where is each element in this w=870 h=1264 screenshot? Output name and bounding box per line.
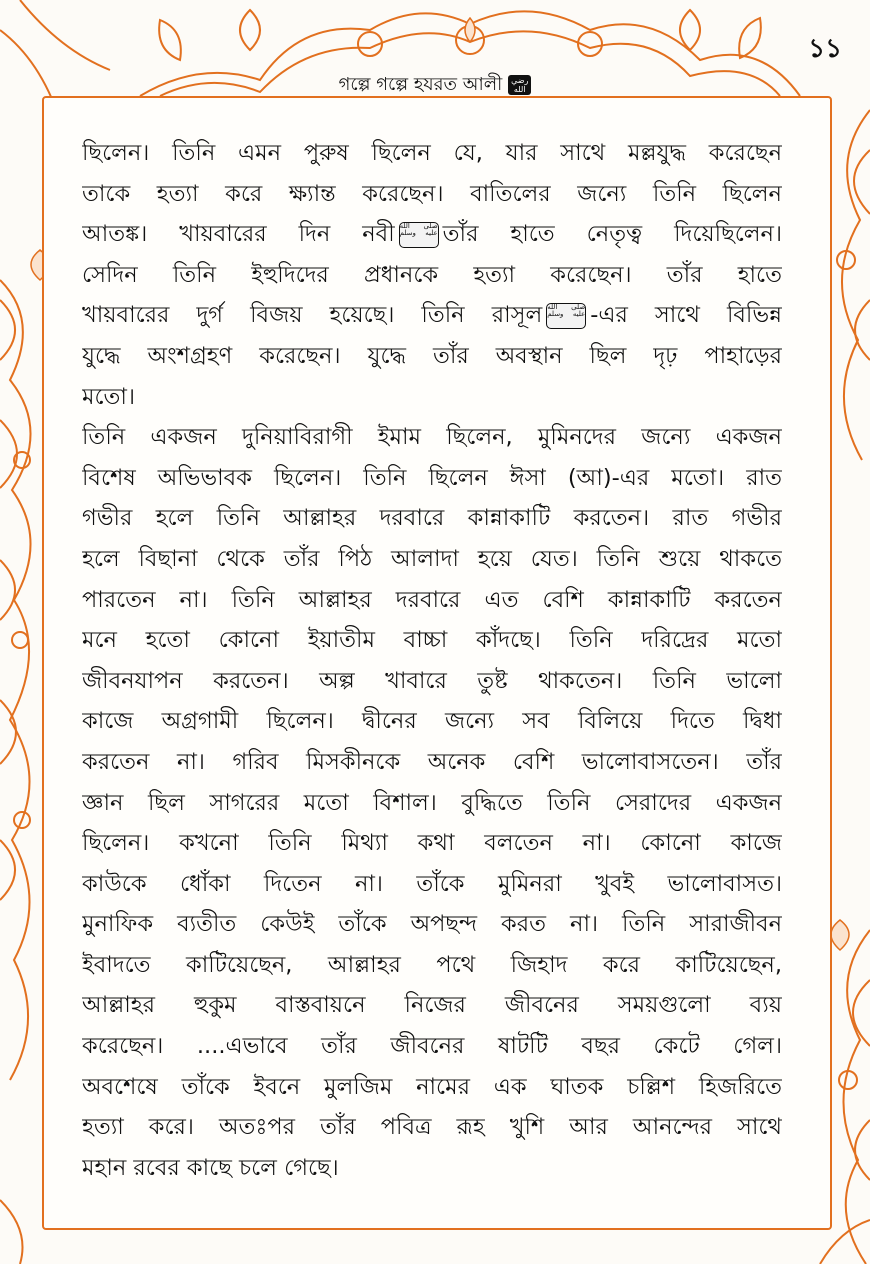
- text-line: সেদিন তিনি ইহুদিদের প্রধানকে হত্যা করেছেন। তাঁর হাতে: [82, 261, 782, 288]
- page-number: ১১: [808, 34, 842, 64]
- paragraph-1: [82, 133, 782, 417]
- text-line: মহান রবের কাছে চলে গেছে।: [82, 1154, 339, 1181]
- salawat-calligraphy-mark: صلى الله عليه وسلم: [546, 303, 586, 329]
- text-line: জীবনযাপন করতেন। অল্প খাবারে তুষ্ট থাকতেন। তিনি ভালো: [82, 667, 782, 694]
- text-line: আতঙ্ক। খায়বারের দিন নবী صلى الله عليه وسلم তাঁর হাতে নেতৃত্ব দিয়েছিলেন।: [82, 221, 782, 248]
- text-line: হলে বিছানা থেকে তাঁর পিঠ আলাদা হয়ে যেত। তিনি শুয়ে থাকতে: [82, 545, 782, 572]
- text-line: জ্ঞান ছিল সাগরের মতো বিশাল। বুদ্ধিতে তিনি সেরাদের একজন: [82, 789, 782, 816]
- text-line: অবশেষে তাঁকে ইবনে মুলজিম নামের এক ঘাতক চল্লিশ হিজরিতে: [82, 1073, 782, 1100]
- text-line: ছিলেন। কখনো তিনি মিথ্যা কথা বলতেন না। কোনো কাজে: [82, 830, 782, 857]
- salawat-calligraphy-mark: صلى الله عليه وسلم: [399, 222, 439, 248]
- text-line: মনে হতো কোনো ইয়াতীম বাচ্চা কাঁদছে। তিনি দরিদ্রের মতো: [82, 627, 782, 654]
- text-line: পারতেন না। তিনি আল্লাহর দরবারে এত বেশি কান্নাকাটি করতেন: [82, 586, 782, 613]
- text-line: ইবাদতে কাটিয়েছেন, আল্লাহর পথে জিহাদ করে কাটিয়েছেন,: [82, 951, 782, 978]
- text-line: তাকে হত্যা করে ক্ষ্যান্ত করেছেন। বাতিলের জন্যে তিনি ছিলেন: [82, 180, 782, 207]
- text-line: কাজে অগ্রগামী ছিলেন। দ্বীনের জন্যে সব বিলিয়ে দিতে দ্বিধা: [82, 708, 782, 735]
- text-line: মতো।: [82, 383, 135, 410]
- text-line: মুনাফিক ব্যতীত কেউই তাঁকে অপছন্দ করত না। তিনি সারাজীবন: [82, 911, 782, 938]
- text-line: কাউকে ধোঁকা দিতেন না। তাঁকে মুমিনরা খুবই ভালোবাসত।: [82, 870, 782, 897]
- running-header-title: গল্পে গল্পে হযরত আলী: [338, 74, 503, 95]
- text-line: করেছেন। ....এভাবে তাঁর জীবনের ষাটটি বছর কেটে গেল।: [82, 1033, 782, 1060]
- text-line: আল্লাহর হুকুম বাস্তবায়নে নিজের জীবনের সময়গুলো ব্যয়: [82, 992, 782, 1019]
- running-header: [0, 70, 870, 101]
- text-line: খায়বারের দুর্গ বিজয় হয়েছে। তিনি রাসূল صلى الله عليه وسلم -এর সাথে বিভিন্ন: [82, 302, 782, 329]
- paragraph-2: [82, 417, 782, 1188]
- text-line: যুদ্ধে অংশগ্রহণ করেছেন। যুদ্ধে তাঁর অবস্থান ছিল দৃঢ় পাহাড়ের: [82, 342, 782, 369]
- text-line: বিশেষ অভিভাবক ছিলেন। তিনি ছিলেন ঈসা (আ)-এর মতো। রাত: [82, 464, 782, 491]
- text-line: তিনি একজন দুনিয়াবিরাগী ইমাম ছিলেন, মুমিনদের জন্যে একজন: [82, 424, 782, 451]
- body-text: [82, 133, 782, 1188]
- honorific-calligraphy-mark: رضي الله: [508, 75, 531, 95]
- text-line: গভীর হলে তিনি আল্লাহর দরবারে কান্নাকাটি করতেন। রাত গভীর: [82, 505, 782, 532]
- text-line: করতেন না। গরিব মিসকীনকে অনেক বেশি ভালোবাসতেন। তাঁর: [82, 748, 782, 775]
- text-line: হত্যা করে। অতঃপর তাঁর পবিত্র রূহ খুশি আর আনন্দের সাথে: [82, 1114, 782, 1141]
- text-line: ছিলেন। তিনি এমন পুরুষ ছিলেন যে, যার সাথে মল্লযুদ্ধ করেছেন: [82, 140, 782, 166]
